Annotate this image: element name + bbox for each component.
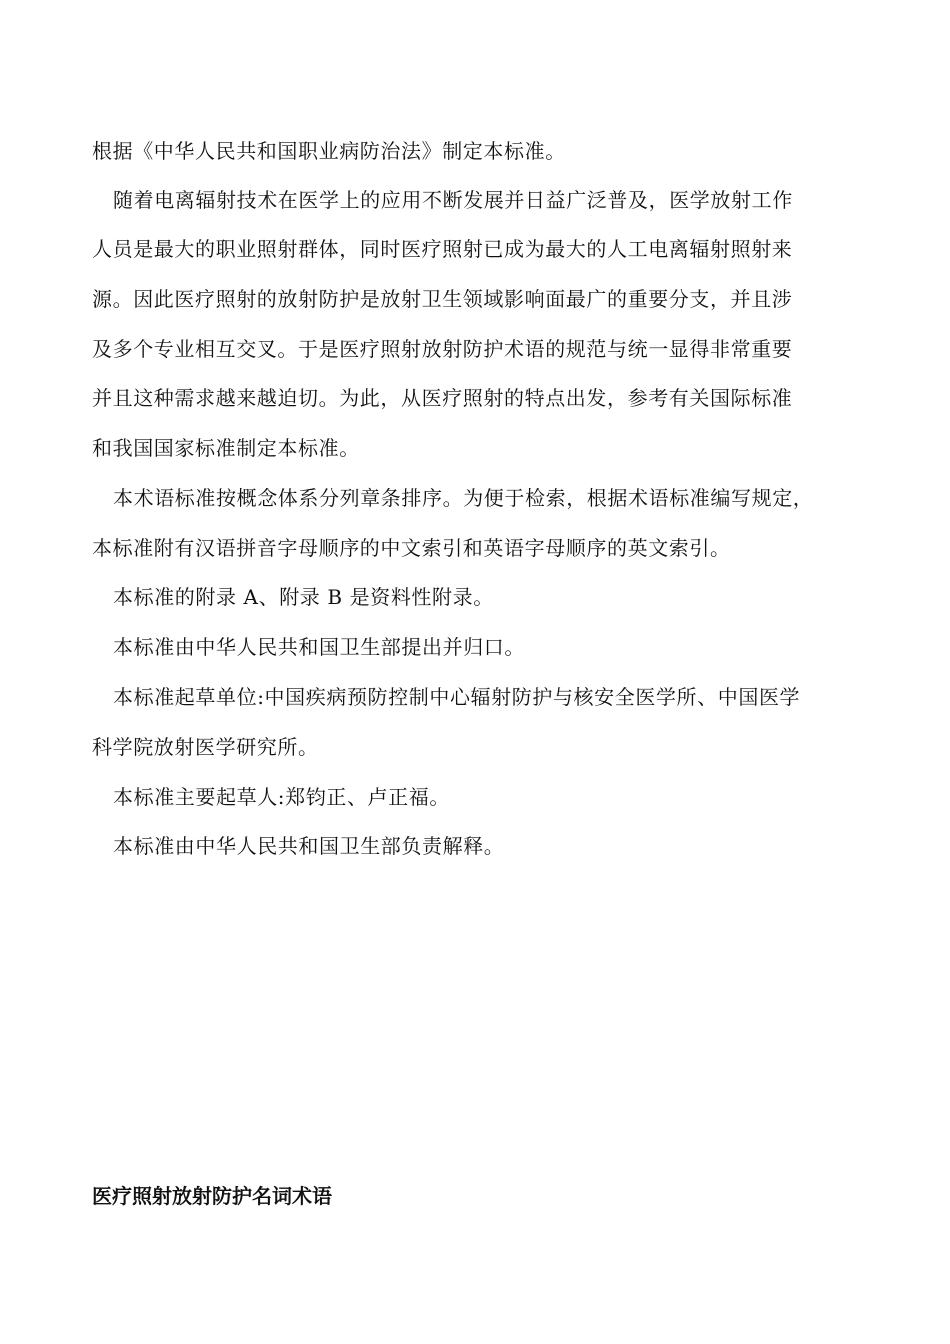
paragraph-line: 随着电离辐射技术在医学上的应用不断发展并日益广泛普及，医学放射工作 — [113, 188, 793, 212]
paragraph-line: 本标准由中华人民共和国卫生部提出并归口。 — [113, 635, 525, 659]
paragraph-line: 科学院放射医学研究所。 — [92, 735, 319, 759]
paragraph-line: 本标准的附录 A、附录 B 是资料性附录。 — [113, 585, 494, 609]
paragraph-line: 本标准起草单位:中国疾病预防控制中心辐射防护与核安全医学所、中国医学 — [113, 685, 801, 709]
paragraph-line: 及多个专业相互交叉。于是医疗照射放射防护术语的规范与统一显得非常重要 — [92, 337, 793, 361]
paragraph-line: 并且这种需求越来越迫切。为此，从医疗照射的特点出发，参考有关国际标准 — [92, 386, 793, 410]
paragraph-line: 源。因此医疗照射的放射防护是放射卫生领域影响面最广的重要分支，并且涉 — [92, 287, 793, 311]
paragraph-line: 人员是最大的职业照射群体，同时医疗照射已成为最大的人工电离辐射照射来 — [92, 237, 793, 261]
paragraph-line: 本标准主要起草人:郑钧正、卢正福。 — [113, 785, 450, 809]
paragraph-line: 和我国国家标准制定本标准。 — [92, 436, 360, 460]
paragraph-line: 本标准由中华人民共和国卫生部负责解释。 — [113, 834, 505, 858]
paragraph-line: 根据《中华人民共和国职业病防治法》制定本标准。 — [92, 139, 566, 163]
paragraph-line: 本术语标准按概念体系分列章条排序。为便于检索，根据术语标准编写规定， — [113, 486, 814, 510]
paragraph-line: 本标准附有汉语拼音字母顺序的中文索引和英语字母顺序的英文索引。 — [92, 536, 731, 560]
section-heading: 医疗照射放射防护名词术语 — [92, 1184, 332, 1208]
